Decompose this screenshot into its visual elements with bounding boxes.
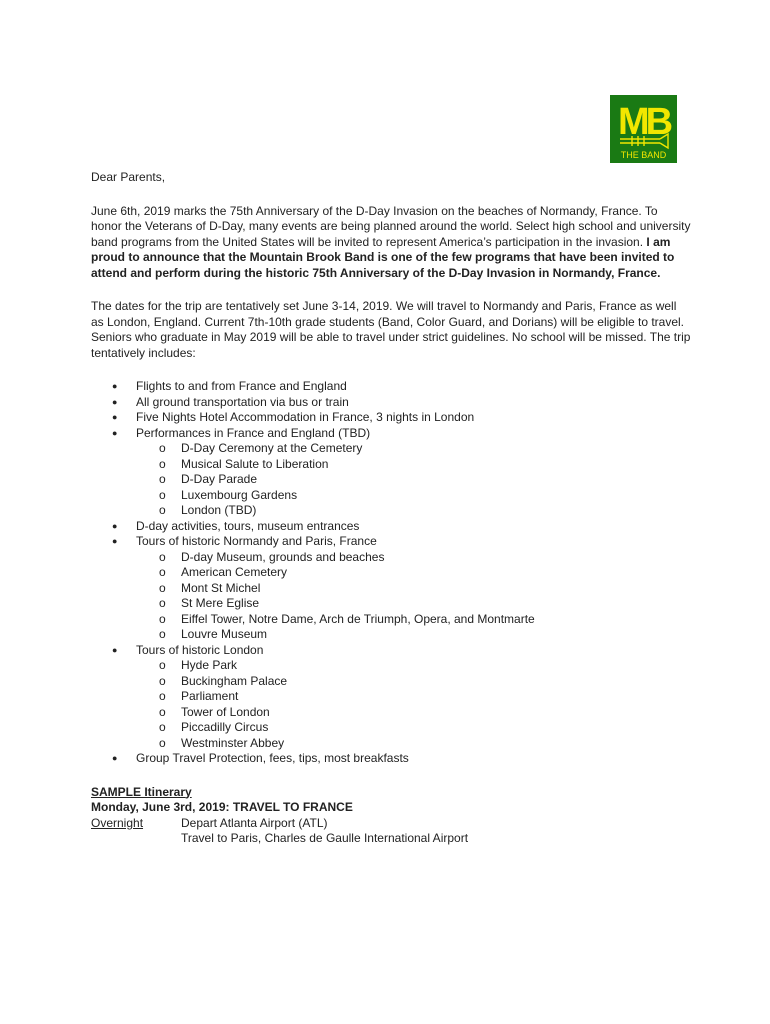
- itinerary-line-1: Depart Atlanta Airport (ATL): [181, 815, 328, 830]
- itinerary-row: [91, 816, 691, 832]
- sub-list-item: o Luxembourg Gardens: [136, 488, 691, 504]
- sub-list-item: o Tower of London: [136, 705, 691, 721]
- list-item-text: D-day activities, tours, museum entrances: [136, 518, 360, 533]
- itinerary-title: SAMPLE Itinerary: [91, 784, 192, 799]
- itinerary-label: Overnight: [91, 815, 144, 830]
- sub-list-item: o London (TBD): [136, 503, 691, 519]
- letter-body: [91, 170, 691, 847]
- sub-list-item: o American Cemetery: [136, 565, 691, 581]
- sub-list-item: o Musical Salute to Liberation: [136, 457, 691, 473]
- list-item-text: Tours of historic Normandy and Paris, France: [136, 534, 377, 548]
- sub-list: [136, 658, 691, 751]
- sub-list: [136, 441, 691, 519]
- sub-list-item: o Piccadilly Circus: [136, 720, 691, 736]
- band-logo-graphic: [610, 95, 677, 163]
- logo-initials: MB: [617, 101, 670, 143]
- sub-list-item: o Eiffel Tower, Notre Dame, Arch de Triumph, Opera, and Montmarte: [136, 612, 691, 628]
- list-item: [91, 534, 691, 643]
- list-item: [91, 751, 691, 767]
- itinerary-line-2: Travel to Paris, Charles de Gaulle International Airport: [181, 831, 469, 845]
- list-item: [91, 395, 691, 411]
- announcement-text: I am proud to announce that the Mountain Brook Band is one of the few programs that have been invited to attend and perform during the historic 75th Anniversary of the D-Day Invasion in Normandy, France.: [91, 234, 675, 280]
- list-item-text: Group Travel Protection, fees, tips, most breakfasts: [136, 751, 409, 765]
- band-logo: [610, 95, 677, 163]
- trip-includes-list: [91, 379, 691, 767]
- sub-list-item: o D-Day Ceremony at the Cemetery: [136, 441, 691, 457]
- list-item: [91, 426, 691, 519]
- list-item-text: All ground transportation via bus or train: [136, 394, 349, 409]
- logo-caption: THE BAND: [620, 150, 667, 160]
- list-item-text: Flights to and from France and England: [136, 379, 347, 393]
- sub-list-item: o Louvre Museum: [136, 627, 691, 643]
- sub-list-item: o D-day Museum, grounds and beaches: [136, 550, 691, 566]
- salutation: Dear Parents,: [91, 170, 166, 184]
- intro-paragraph: [91, 204, 691, 282]
- intro-text: June 6th, 2019 marks the 75th Anniversary of the D-Day Invasion on the beaches of Normandy, France. To honor the Veterans of D-Day, many events are being planned around the world. Select high school and university band programs from the United States will be invited to represent America’s participation in the invasion.: [91, 203, 691, 249]
- sub-list: [136, 550, 691, 643]
- list-item-text: Tours of historic London: [136, 642, 264, 657]
- sub-list-item: o Hyde Park: [136, 658, 691, 674]
- sub-list-item: o Parliament: [136, 689, 691, 705]
- dates-paragraph: The dates for the trip are tentatively set June 3-14, 2019. We will travel to Normandy and Paris, France as well as London, England. Current 7th-10th grade students (Band, Color Guard, and Dorians) will be eligible to travel. Seniors who graduate in May 2019 will be able to travel under strict guidelines. No school will be missed. The trip tentatively includes:: [91, 299, 691, 360]
- itinerary-day-heading: Monday, June 3rd, 2019: TRAVEL TO FRANCE: [91, 800, 353, 814]
- sub-list-item: o D-Day Parade: [136, 472, 691, 488]
- list-item-text: Performances in France and England (TBD): [136, 425, 371, 440]
- list-item: [91, 410, 691, 426]
- itinerary-label-empty: [91, 831, 181, 847]
- sub-list-item: o Mont St Michel: [136, 581, 691, 597]
- sub-list-item: o Buckingham Palace: [136, 674, 691, 690]
- list-item: [91, 379, 691, 395]
- sub-list-item: o Westminster Abbey: [136, 736, 691, 752]
- sub-list-item: o St Mere Eglise: [136, 596, 691, 612]
- list-item-text: Five Nights Hotel Accommodation in France, 3 nights in London: [136, 410, 475, 424]
- itinerary-row: [91, 831, 691, 847]
- list-item: [91, 519, 691, 535]
- list-item: [91, 643, 691, 752]
